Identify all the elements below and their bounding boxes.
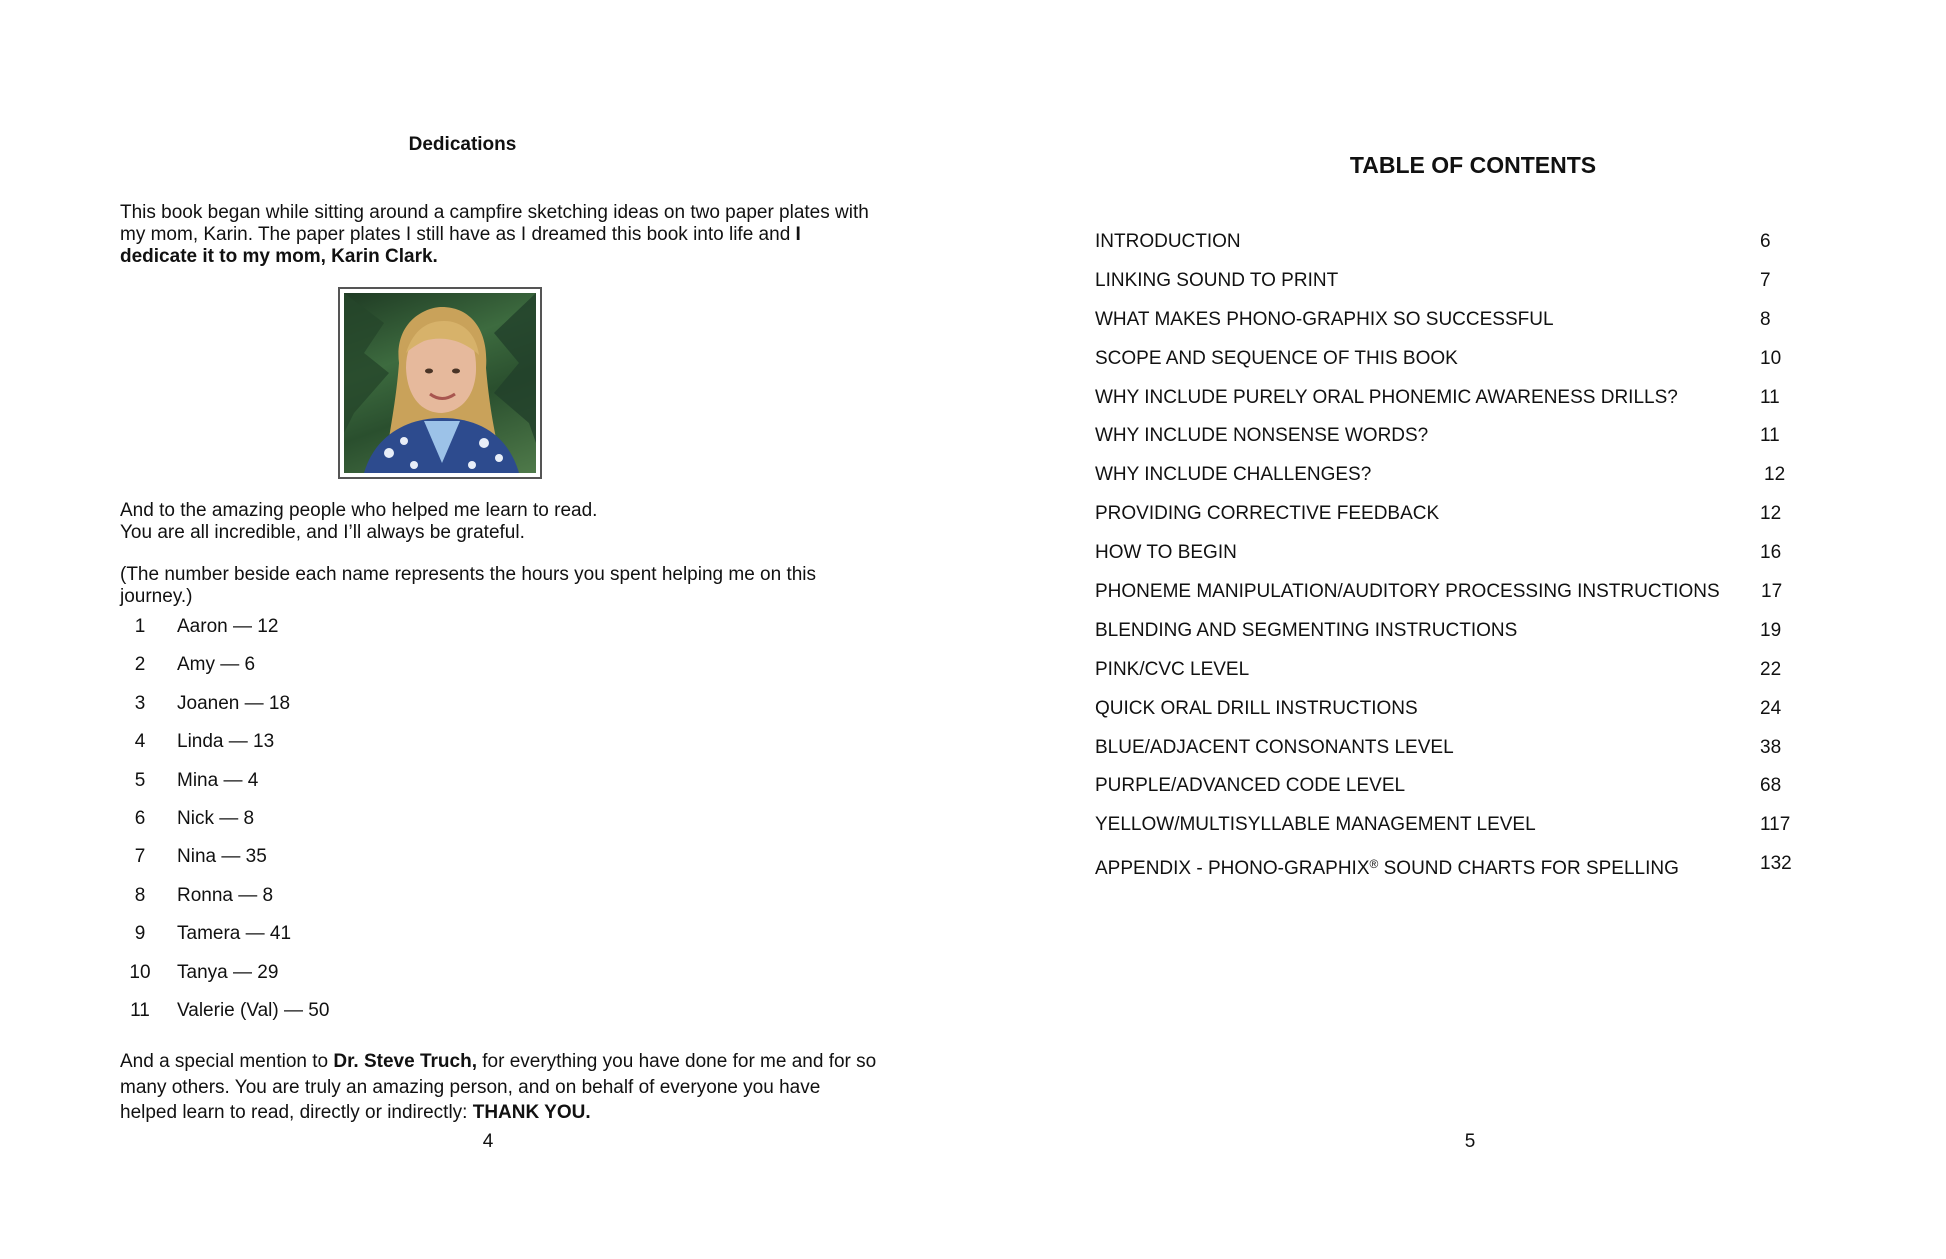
toc-entry-title (1095, 853, 1679, 880)
special-mention (120, 1049, 880, 1126)
dedications-heading: Dedications (408, 134, 517, 155)
list-number: 8 (134, 884, 146, 906)
toc-entry-title: WHY INCLUDE PURELY ORAL PHONEMIC AWARENESS DRILLS? (1095, 386, 1678, 408)
toc-entry[interactable] (1095, 853, 1895, 892)
special-name: Dr. Steve Truch, (333, 1051, 477, 1072)
intro-text: This book began while sitting around a campfire sketching ideas on two paper plates with my mom, Karin. The paper plates I still have as I dreamed this book into life and (120, 202, 869, 245)
list-item (120, 1000, 620, 1038)
toc-entry-title: WHAT MAKES PHONO-GRAPHIX SO SUCCESSFUL (1095, 308, 1554, 330)
list-number: 7 (134, 846, 146, 868)
toc-entry[interactable] (1095, 620, 1895, 659)
thanks-paragraph (120, 500, 880, 544)
list-item (120, 654, 620, 692)
list-item (120, 731, 620, 769)
helper-name: Aaron — 12 (177, 616, 279, 637)
helper-name: Ronna — 8 (177, 884, 274, 906)
toc-entry[interactable] (1095, 775, 1895, 814)
page-number: 4 (482, 1131, 494, 1152)
helpers-list (120, 616, 620, 1038)
toc-entry-page: 12 (1764, 464, 1786, 486)
toc-entry-page: 22 (1760, 658, 1782, 680)
toc-entry-page: 117 (1760, 814, 1791, 836)
toc-entry-title: HOW TO BEGIN (1095, 542, 1237, 564)
toc-entry-title: INTRODUCTION (1095, 231, 1241, 252)
toc-entry-title: PURPLE/ADVANCED CODE LEVEL (1095, 775, 1406, 797)
toc-heading: TABLE OF CONTENTS (1349, 152, 1597, 178)
toc-entry[interactable] (1095, 698, 1895, 737)
toc-entry[interactable] (1095, 309, 1895, 348)
toc-entry-title: PINK/CVC LEVEL (1095, 658, 1250, 680)
toc-entry[interactable] (1095, 503, 1895, 542)
helper-name: Amy — 6 (177, 654, 256, 676)
toc-entry[interactable] (1095, 814, 1895, 853)
hours-note: (The number beside each name represents the hours you spent helping me on this journey.) (120, 564, 817, 607)
toc-entry[interactable] (1095, 659, 1895, 698)
helper-name: Linda — 13 (177, 731, 275, 753)
table-of-contents (1095, 231, 1895, 892)
dedication-intro (120, 202, 880, 268)
toc-entry-title: PROVIDING CORRECTIVE FEEDBACK (1095, 503, 1440, 525)
registered-mark: ® (1369, 857, 1379, 872)
toc-entry-page: 11 (1760, 386, 1780, 408)
toc-entry[interactable] (1095, 425, 1895, 464)
list-number: 9 (134, 923, 146, 945)
toc-entry-title: LINKING SOUND TO PRINT (1095, 269, 1339, 291)
toc-entry-title-rest: SOUND CHARTS FOR SPELLING (1378, 858, 1679, 880)
toc-entry-page: 68 (1760, 775, 1782, 797)
list-item (120, 962, 620, 1000)
list-number: 10 (129, 961, 151, 983)
toc-entry[interactable] (1095, 581, 1895, 620)
toc-entry-title: QUICK ORAL DRILL INSTRUCTIONS (1095, 697, 1418, 719)
list-number: 3 (134, 692, 146, 714)
toc-entry-title: BLUE/ADJACENT CONSONANTS LEVEL (1095, 736, 1454, 758)
list-item (120, 808, 620, 846)
helper-name: Tamera — 41 (177, 923, 292, 945)
list-item (120, 770, 620, 808)
helper-name: Nina — 35 (177, 846, 267, 868)
toc-entry-page: 11 (1760, 425, 1780, 447)
list-item (120, 923, 620, 961)
toc-entry-page: 10 (1760, 347, 1782, 369)
list-item (120, 693, 620, 731)
toc-entry-page: 8 (1760, 308, 1771, 330)
list-number: 11 (130, 999, 150, 1021)
toc-entry[interactable] (1095, 737, 1895, 776)
thanks-line-2: You are all incredible, and I’ll always be grateful. (120, 522, 525, 543)
toc-entry-title: WHY INCLUDE NONSENSE WORDS? (1095, 425, 1429, 447)
helper-name: Joanen — 18 (177, 692, 291, 714)
list-number: 4 (134, 731, 146, 753)
toc-entry-title: WHY INCLUDE CHALLENGES? (1095, 464, 1372, 486)
list-number: 6 (134, 807, 146, 829)
list-number: 5 (134, 769, 146, 791)
page-number: 5 (1464, 1131, 1476, 1152)
portrait-image (344, 293, 536, 473)
toc-entry[interactable] (1095, 231, 1895, 270)
toc-entry[interactable] (1095, 387, 1895, 426)
thanks-line-1: And to the amazing people who helped me learn to read. (120, 500, 598, 521)
toc-entry-page: 24 (1760, 697, 1782, 719)
right-page (973, 0, 1946, 1259)
toc-entry-page: 17 (1761, 581, 1783, 603)
toc-entry-title-part: APPENDIX - PHONO-GRAPHIX (1095, 858, 1370, 880)
helper-name: Mina — 4 (177, 769, 259, 791)
toc-entry[interactable] (1095, 464, 1895, 503)
toc-entry-title: SCOPE AND SEQUENCE OF THIS BOOK (1095, 347, 1458, 369)
helper-name: Tanya — 29 (177, 961, 279, 983)
portrait-photo-frame (338, 287, 542, 479)
list-number: 1 (134, 616, 146, 637)
special-prefix: And a special mention to (120, 1051, 334, 1072)
list-item (120, 846, 620, 884)
portrait-photo (344, 293, 536, 473)
toc-entry-page: 19 (1760, 619, 1782, 641)
toc-entry-page: 38 (1760, 736, 1782, 758)
toc-entry-page: 16 (1760, 542, 1782, 564)
toc-entry[interactable] (1095, 542, 1895, 581)
special-closing: THANK YOU. (472, 1102, 591, 1123)
toc-entry[interactable] (1095, 270, 1895, 309)
special-middle: for everything you have done for me and for so many others. You are truly an amazing person, and on behalf of everyone you have helped learn to read, directly or indirectly: (120, 1051, 877, 1123)
toc-entry-page: 6 (1760, 231, 1771, 252)
toc-entry-title: BLENDING AND SEGMENTING INSTRUCTIONS (1095, 619, 1518, 641)
toc-entry-title: PHONEME MANIPULATION/AUDITORY PROCESSING INSTRUCTIONS (1095, 581, 1720, 603)
list-item (120, 616, 620, 654)
list-item (120, 885, 620, 923)
toc-entry-page: 12 (1760, 503, 1782, 525)
toc-entry-title: YELLOW/MULTISYLLABLE MANAGEMENT LEVEL (1095, 814, 1536, 836)
intro-bold-text: I dedicate it to my mom, Karin Clark. (120, 224, 801, 267)
toc-entry-page: 132 (1760, 853, 1792, 875)
helper-name: Nick — 8 (177, 807, 255, 829)
toc-entry-page: 7 (1760, 269, 1771, 291)
toc-entry[interactable] (1095, 348, 1895, 387)
helper-name: Valerie (Val) — 50 (177, 999, 330, 1021)
list-number: 2 (134, 654, 146, 676)
